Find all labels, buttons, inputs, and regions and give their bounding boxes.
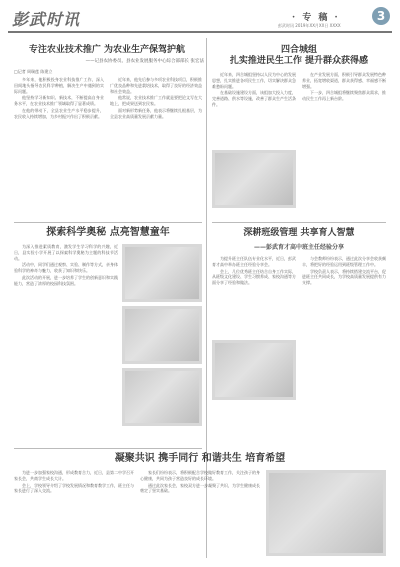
article-subhead: ——记县农协委员、县农业发展服务中心综合部部长 张宏法 [85, 59, 204, 64]
paragraph: 近年来，四合城组坚持以人民为中心的发展思想，扎实推进各项民生工作，切实解决群众急难愁盼问题。 [212, 72, 296, 89]
paragraph: 在产业发展方面，积极引导群众发展特色种养业，拓宽增收渠道，群众获得感、幸福感不断增强。 [302, 72, 386, 89]
article-headline: 凝聚共识 携手同行 和谐共生 培育希望 [114, 453, 286, 464]
article-headline: 探索科学奥秘 点亮智慧童年 [46, 227, 170, 238]
paragraph: 活动中，同学们通过观察、实验、制作等方式，亲身体验科学的神奇与魅力，收获了知识和快乐。 [14, 262, 118, 274]
paragraph: 在他的带动下，全县农业生产水平稳步提升，农民收入持续增加，为乡村振兴作出了积极贡献。 [14, 107, 104, 119]
section-rule [14, 222, 202, 223]
section-label: · 专 稿 · [292, 13, 340, 23]
paragraph: 为深入推进素质教育，激发学生学习科学的兴趣，近日，县实验小学开展了以探索科学奥秘为主题的科技节活动。 [14, 244, 118, 261]
article-column [14, 244, 118, 444]
article-column [140, 470, 260, 558]
article-headline: 四合城组 扎实推进民生工作 提升群众获得感 [229, 45, 369, 66]
paragraph: 下一步，四合城组将继续聚焦群众需求，推动民生工作再上新台阶。 [302, 90, 386, 102]
article-photo [122, 306, 202, 364]
paragraph: 在基础设施建设方面，该组加大投入力度，完善道路、供水等设施，改善了群众生产生活条件。 [212, 90, 296, 107]
paragraph: 家长们纷纷表示，将积极配合学校做好教育工作，关注孩子的身心健康，共同为孩子营造良好的成长环境。 [140, 470, 260, 481]
paragraph: 他坚持学习新知识、新技术，不断提高自身业务水平，在农业技术推广领域取得了显著成绩。 [14, 95, 104, 107]
masthead [8, 6, 392, 30]
paragraph: 为提升班主任队伍专业化水平，近日，彭武育才高中举办班主任经验分享会。 [212, 256, 296, 267]
article-column [14, 470, 134, 558]
article-column [302, 256, 386, 446]
paragraph: 通过此次家长会，家校双方进一步凝聚了共识，为学生健康成长奠定了坚实基础。 [140, 482, 260, 494]
article-photo [122, 368, 202, 426]
paragraph: 学校负责人表示，将持续搭建交流平台，促进班主任共同成长，为学校高质量发展提供有力支撑。 [302, 268, 386, 286]
newspaper-title: 彭武时讯 [12, 10, 81, 29]
article-photo [212, 150, 296, 208]
dateline: 彭武时讯 2019年XX月XX日 XXXX [278, 23, 341, 28]
paragraph: 与会教师纷纷表示，通过此次分享会收获颇丰，将把好的经验运用到班级管理工作中。 [302, 256, 386, 267]
article-subhead: ——彭武育才高中班主任经验分享 [253, 244, 344, 251]
paragraph: 近年来，他先后参与多项农业科技项目，积极推广优良品种和先进栽培技术，取得了良好的经济效益和社会效益。 [110, 77, 202, 94]
paragraph: 会上，学校领导介绍了学校发展情况和教育教学工作，班主任与家长进行了深入交流。 [14, 482, 134, 494]
page-number-badge: 3 [372, 7, 390, 25]
section-rule [212, 222, 386, 223]
article-headline: 深耕班级管理 共享育人智慧 [243, 228, 355, 238]
masthead-rule [8, 31, 392, 33]
paragraph: 为进一步加强家校沟通，形成教育合力，近日，县第二中学召开家长会，共商学生成长大计。 [14, 470, 134, 481]
article-photo [212, 340, 296, 400]
paragraph: 此次活动的开展，进一步培养了学生的创新意识和实践能力，营造了浓厚的校园科技氛围。 [14, 274, 118, 286]
paragraph: 他常说，农业技术推广工作就是要把论文写在大地上，把成果送到农民家。 [110, 95, 202, 107]
article-headline: 专注农业技术推广 为农业生产保驾护航 [28, 45, 186, 55]
article-photo [266, 470, 386, 556]
article-photo [122, 244, 202, 302]
section-rule [14, 448, 202, 449]
paragraph: 会上，几位优秀班主任结合自身工作实际，从班级文化建设、学生习惯养成、家校沟通等方面分享了经验和做法。 [212, 268, 296, 286]
article-column [302, 72, 386, 212]
paragraph: 面对新形势新任务，他表示将继续扎根基层，为全县农业高质量发展贡献力量。 [110, 107, 202, 119]
article-byline: □记者 周瑞莲 陈建立 [14, 69, 53, 74]
paragraph: 多年来，他积极投身农业科技推广工作，深入田间地头指导农民科学种植，解决生产中遇到的实际问题。 [14, 77, 104, 94]
